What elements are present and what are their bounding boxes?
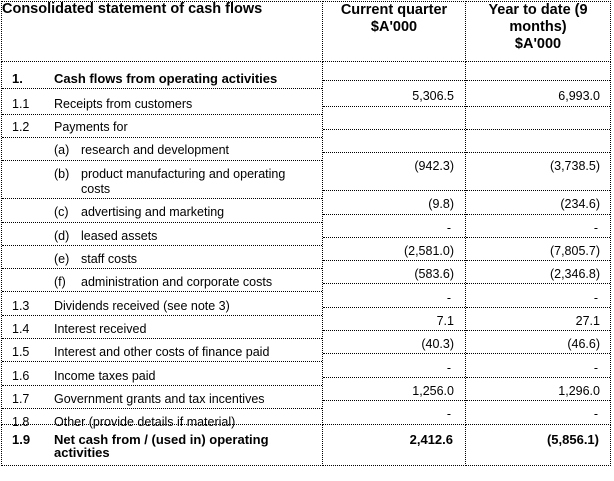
row-label: Government grants and tax incentives [54, 392, 265, 406]
row-label: Dividends received (see note 3) [54, 299, 230, 313]
row-number: 1.5 [12, 345, 30, 359]
row-label: leased assets [81, 229, 158, 243]
row-sub-letter: (d) [54, 229, 70, 243]
row-number: 1.3 [12, 299, 30, 313]
current-quarter-value: - [446, 291, 451, 305]
current-quarter-value: 5,306.5 [412, 89, 454, 103]
year-to-date-header: Year to date (9 months) $A'000 [466, 2, 611, 62]
row-label: research and development [81, 143, 230, 157]
total-number: 1.9 [12, 432, 31, 447]
year-to-date-value: (7,805.7) [549, 244, 600, 258]
row-label: Receipts from customers [54, 97, 193, 111]
current-quarter-value: (2,581.0) [403, 244, 454, 258]
row-number: 1.7 [12, 392, 30, 406]
year-to-date-value: (2,346.8) [549, 267, 600, 281]
year-to-date-value: - [593, 407, 598, 421]
row-sub-letter: (b) [54, 167, 70, 181]
year-to-date-value: 27.1 [575, 314, 600, 328]
row-sub-letter: (a) [54, 143, 70, 157]
row-label: Payments for [54, 120, 128, 134]
row-label: Other (provide details if material) [54, 415, 236, 429]
row-number: 1.8 [12, 415, 30, 429]
total-row [2, 425, 611, 466]
row-sub-letter: (f) [54, 275, 66, 289]
year-to-date-value: - [593, 361, 598, 375]
year-to-date-value: (46.6) [567, 337, 600, 351]
total-label-line2: activities [54, 445, 110, 460]
year-to-date-value: (3,738.5) [549, 159, 600, 173]
cash-flow-table [1, 1, 611, 466]
row-label: product manufacturing and operating [81, 167, 286, 181]
total-ytd: (5,856.1) [546, 432, 599, 447]
row-number: 1.1 [12, 97, 30, 111]
current-quarter-value: 1,256.0 [412, 384, 454, 398]
current-quarter-value: 7.1 [436, 314, 454, 328]
row-number: 1.4 [12, 322, 30, 336]
year-to-date-value: 1,296.0 [558, 384, 600, 398]
row-sub-letter: (e) [54, 252, 70, 266]
current-quarter-header: Current quarter $A'000 [323, 2, 466, 62]
current-quarter-value: - [446, 407, 451, 421]
row-label: Interest and other costs of finance paid [54, 345, 270, 359]
year-to-date-value: - [593, 291, 598, 305]
year-to-date-value: - [593, 221, 598, 235]
row-label: Interest received [54, 322, 147, 336]
total-label: Net cash from / (used in) operating [54, 432, 269, 447]
total-current: 2,412.6 [409, 432, 453, 447]
current-quarter-value: (942.3) [414, 159, 454, 173]
year-to-date-value: 6,993.0 [558, 89, 600, 103]
row-sub-letter: (c) [54, 205, 69, 219]
row-number: 1.6 [12, 369, 30, 383]
row-number: 1.2 [12, 120, 30, 134]
current-quarter-value: (40.3) [421, 337, 454, 351]
row-label: advertising and marketing [81, 205, 225, 219]
row-label-line2: costs [81, 182, 111, 196]
current-quarter-value: - [446, 361, 451, 375]
year-to-date-value: (234.6) [560, 197, 600, 211]
current-quarter-value: (9.8) [428, 197, 454, 211]
current-quarter-value: (583.6) [414, 267, 454, 281]
row-label: staff costs [81, 252, 138, 266]
body-block: 1. Cash flows from operating activities 1.1 Receipts from customers 1.2 Payments for (a) research and development (b) product manufacturing and operating costs (c) advertising and marketing (d) leased assets (e) staff costs (f) administration and corporate costs 1.3 Dividends received (see note 3) 1.4 Interest received 1.5 Interest and other costs of finance paid 1.6 Income taxes paid 1.7 Government grants and tax incentives 1.8 Other (provide details if material) 5,306.5 (942.3) (9.8) - (2,581.0) (583.6) - 7.1 (40.3) - 1,256.0 - 6,993.0 (3,738.5) (234.6) - (7,805.7) (2,346.8) - 27.1 (46.6) - 1,296.0 - [2, 62, 611, 425]
row-label: Income taxes paid [54, 369, 156, 383]
statement-title: Consolidated statement of cash flows [2, 2, 323, 62]
row-label: administration and corporate costs [81, 275, 273, 289]
header-row [2, 2, 611, 62]
current-quarter-value: - [446, 221, 451, 235]
